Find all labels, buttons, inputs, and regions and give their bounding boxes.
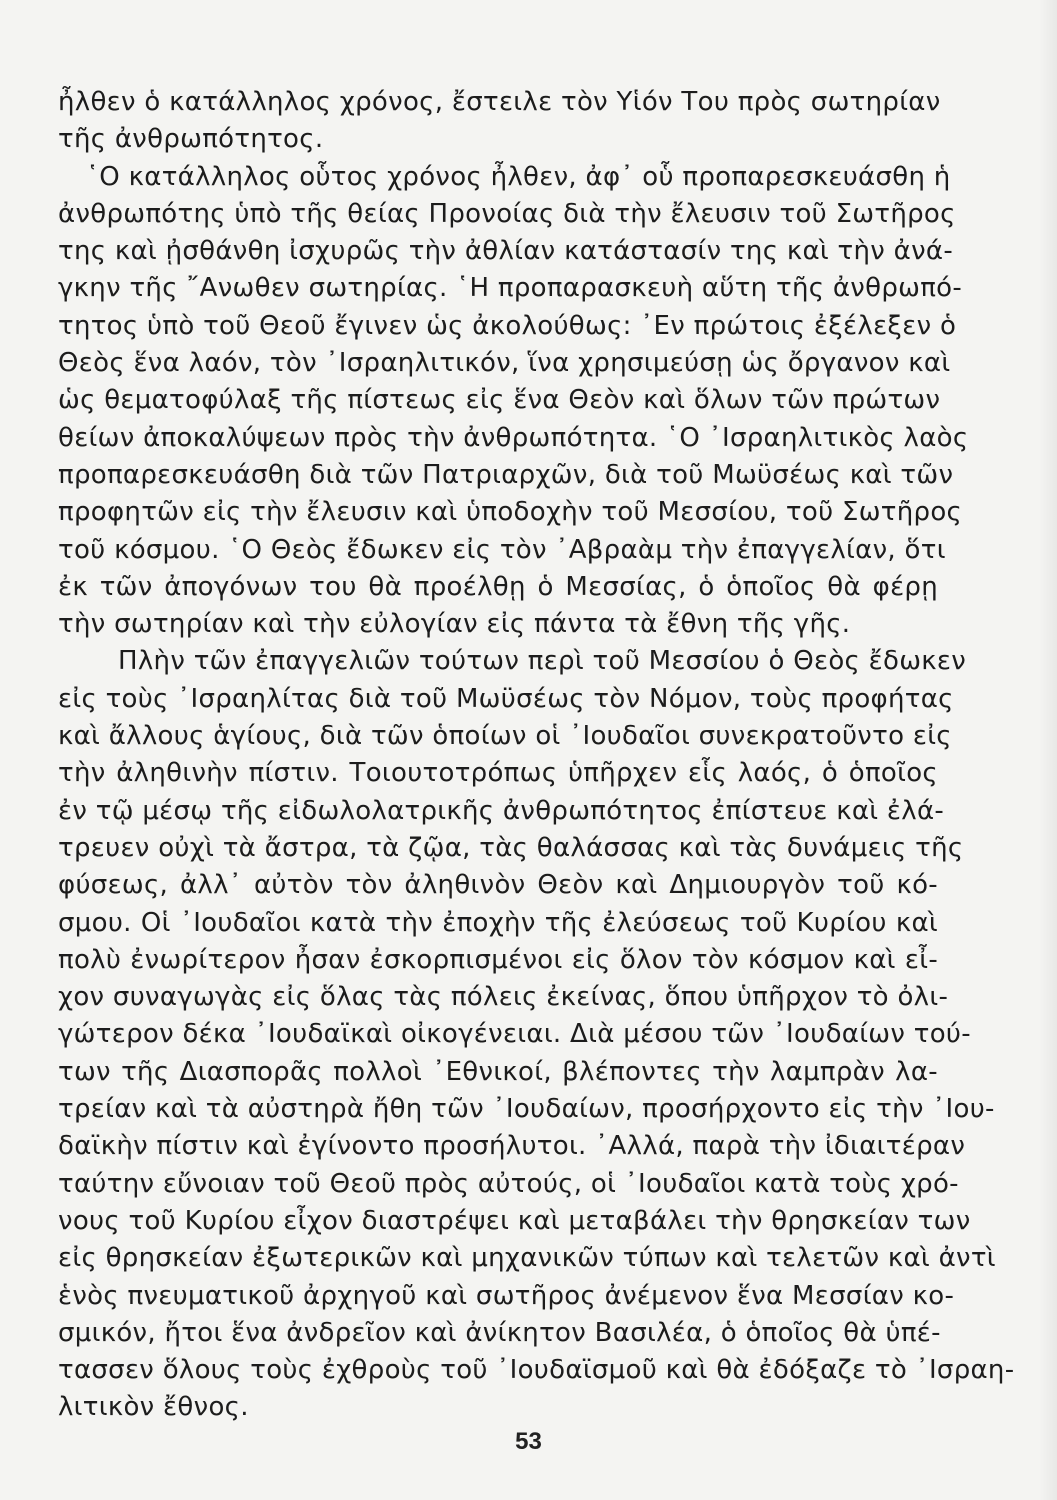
text-line: γκην τῆς ῎Ανωθεν σωτηρίας. ῾Η προπαρασκευὴ αὕτη τῆς ἀνθρωπό- xyxy=(58,273,963,304)
text-line: ὡς θεματοφύλαξ τῆς πίστεως εἰς ἕνα Θεὸν καὶ ὅλων τῶν πρώτων xyxy=(58,385,941,416)
text-line: προπαρεσκευάσθη διὰ τῶν Πατριαρχῶν, διὰ τοῦ Μωϋσέως καὶ τῶν xyxy=(58,459,954,490)
text-line: καὶ ἄλλους ἁγίους, διὰ τῶν ὁποίων οἱ ᾽Ιουδαῖοι συνεκρατοῦντο εἰς xyxy=(58,721,952,752)
text-line: ἑνὸς πνευματικοῦ ἀρχηγοῦ καὶ σωτῆρος ἀνέμενον ἕνα Μεσσίαν κο- xyxy=(58,1280,955,1311)
text-line: ἐκ τῶν ἀπογόνων του θὰ προέλθῃ ὁ Μεσσίας, ὁ ὁποῖος θὰ φέρῃ xyxy=(58,571,938,602)
text-line: Θεὸς ἕνα λαόν, τὸν ᾽Ισραηλιτικόν, ἵνα χρησιμεύσῃ ὡς ὄργανον καὶ xyxy=(58,348,951,379)
text-line: τοῦ κόσμου. ῾Ο Θεὸς ἔδωκεν εἰς τὸν ᾽Αβραὰμ τὴν ἐπαγγελίαν, ὅτι xyxy=(58,534,946,565)
page-number: 53 xyxy=(515,1428,542,1455)
text-line: τητος ὑπὸ τοῦ Θεοῦ ἔγινεν ὡς ἀκολούθως: ᾽Εν πρώτοις ἐξέλεξεν ὁ xyxy=(58,310,957,341)
text-line: τῆς ἀνθρωπότητος. xyxy=(58,124,324,155)
text-line: ἀνθρωπότης ὑπὸ τῆς θείας Προνοίας διὰ τὴν ἔλευσιν τοῦ Σωτῆρος xyxy=(58,198,956,229)
text-line: δαϊκὴν πίστιν καὶ ἐγίνοντο προσήλυτοι. ᾽Αλλά, παρὰ τὴν ἰδιαιτέραν xyxy=(58,1131,966,1162)
paragraph-start-line: Πλὴν τῶν ἐπαγγελιῶν τούτων περὶ τοῦ Μεσσίου ὁ Θεὸς ἔδωκεν xyxy=(118,646,967,677)
text-line: τασσεν ὅλους τοὺς ἐχθροὺς τοῦ ᾽Ιουδαϊσμοῦ καὶ θὰ ἐδόξαζε τὸ ᾽Ισραη- xyxy=(58,1355,1015,1386)
text-line: σμου. Οἱ ᾽Ιουδαῖοι κατὰ τὴν ἐποχὴν τῆς ἐλεύσεως τοῦ Κυρίου καὶ xyxy=(58,907,938,938)
text-line: της καὶ ᾐσθάνθη ἰσχυρῶς τὴν ἀθλίαν κατάστασίν της καὶ τὴν ἀνά- xyxy=(58,236,954,267)
text-line: φύσεως, ἀλλ᾽ αὐτὸν τὸν ἀληθινὸν Θεὸν καὶ Δημιουργὸν τοῦ κό- xyxy=(58,870,938,901)
text-line: τὴν ἀληθινὴν πίστιν. Τοιουτοτρόπως ὑπῆρχεν εἷς λαός, ὁ ὁποῖος xyxy=(58,758,938,789)
page-edge-shadow xyxy=(1039,0,1057,1500)
text-line: σμικόν, ἤτοι ἕνα ἀνδρεῖον καὶ ἀνίκητον Βασιλέα, ὁ ὁποῖος θὰ ὑπέ- xyxy=(58,1317,941,1348)
text-line: νους τοῦ Κυρίου εἶχον διαστρέψει καὶ μεταβάλει τὴν θρησκείαν των xyxy=(58,1205,971,1236)
text-line: λιτικὸν ἔθνος. xyxy=(58,1392,249,1423)
text-line: εἰς θρησκείαν ἐξωτερικῶν καὶ μηχανικῶν τύπων καὶ τελετῶν καὶ ἀντὶ xyxy=(58,1243,996,1274)
body-text xyxy=(58,84,1015,1427)
text-line: θείων ἀποκαλύψεων πρὸς τὴν ἀνθρωπότητα. ῾Ο ᾽Ισραηλιτικὸς λαὸς xyxy=(58,422,969,453)
text-line: γώτερον δέκα ᾽Ιουδαϊκαὶ οἰκογένειαι. Διὰ μέσου τῶν ᾽Ιουδαίων τού- xyxy=(58,1019,971,1050)
text-line: ἐν τῷ μέσῳ τῆς εἰδωλολατρικῆς ἀνθρωπότητος ἐπίστευε καὶ ἐλά- xyxy=(58,795,945,826)
text-line: τὴν σωτηρίαν καὶ τὴν εὐλογίαν εἰς πάντα τὰ ἔθνη τῆς γῆς. xyxy=(58,609,851,640)
text-line: τρείαν καὶ τὰ αὐστηρὰ ἤθη τῶν ᾽Ιουδαίων, προσήρχοντο εἰς τὴν ᾽Ιου- xyxy=(58,1094,995,1125)
text-line: τρευεν οὐχὶ τὰ ἄστρα, τὰ ζῷα, τὰς θαλάσσας καὶ τὰς δυνάμεις τῆς xyxy=(58,832,964,863)
text-line: ἦλθεν ὁ κατάλληλος χρόνος, ἔστειλε τὸν Υἱόν Του πρὸς σωτηρίαν xyxy=(58,87,941,117)
text-line: εἰς τοὺς ᾽Ισραηλίτας διὰ τοῦ Μωϋσέως τὸν Νόμον, τοὺς προφήτας xyxy=(58,683,954,714)
text-line: προφητῶν εἰς τὴν ἔλευσιν καὶ ὑποδοχὴν τοῦ Μεσσίου, τοῦ Σωτῆρος xyxy=(58,497,963,528)
text-line: των τῆς Διασπορᾶς πολλοὶ ᾽Εθνικοί, βλέποντες τὴν λαμπρὰν λα- xyxy=(58,1056,938,1087)
paragraph-start-line: ῾Ο κατάλληλος οὗτος χρόνος ἦλθεν, ἀφ᾽ οὗ προπαρεσκευάσθη ἡ xyxy=(86,161,951,192)
text-line: χον συναγωγὰς εἰς ὅλας τὰς πόλεις ἐκείνας, ὅπου ὑπῆρχον τὸ ὀλι- xyxy=(58,982,949,1013)
text-line: πολὺ ἐνωρίτερον ἦσαν ἐσκορπισμένοι εἰς ὅλον τὸν κόσμον καὶ εἶ- xyxy=(58,944,938,975)
text-line: ταύτην εὔνοιαν τοῦ Θεοῦ πρὸς αὐτούς, οἱ ᾽Ιουδαῖοι κατὰ τοὺς χρό- xyxy=(58,1168,959,1199)
